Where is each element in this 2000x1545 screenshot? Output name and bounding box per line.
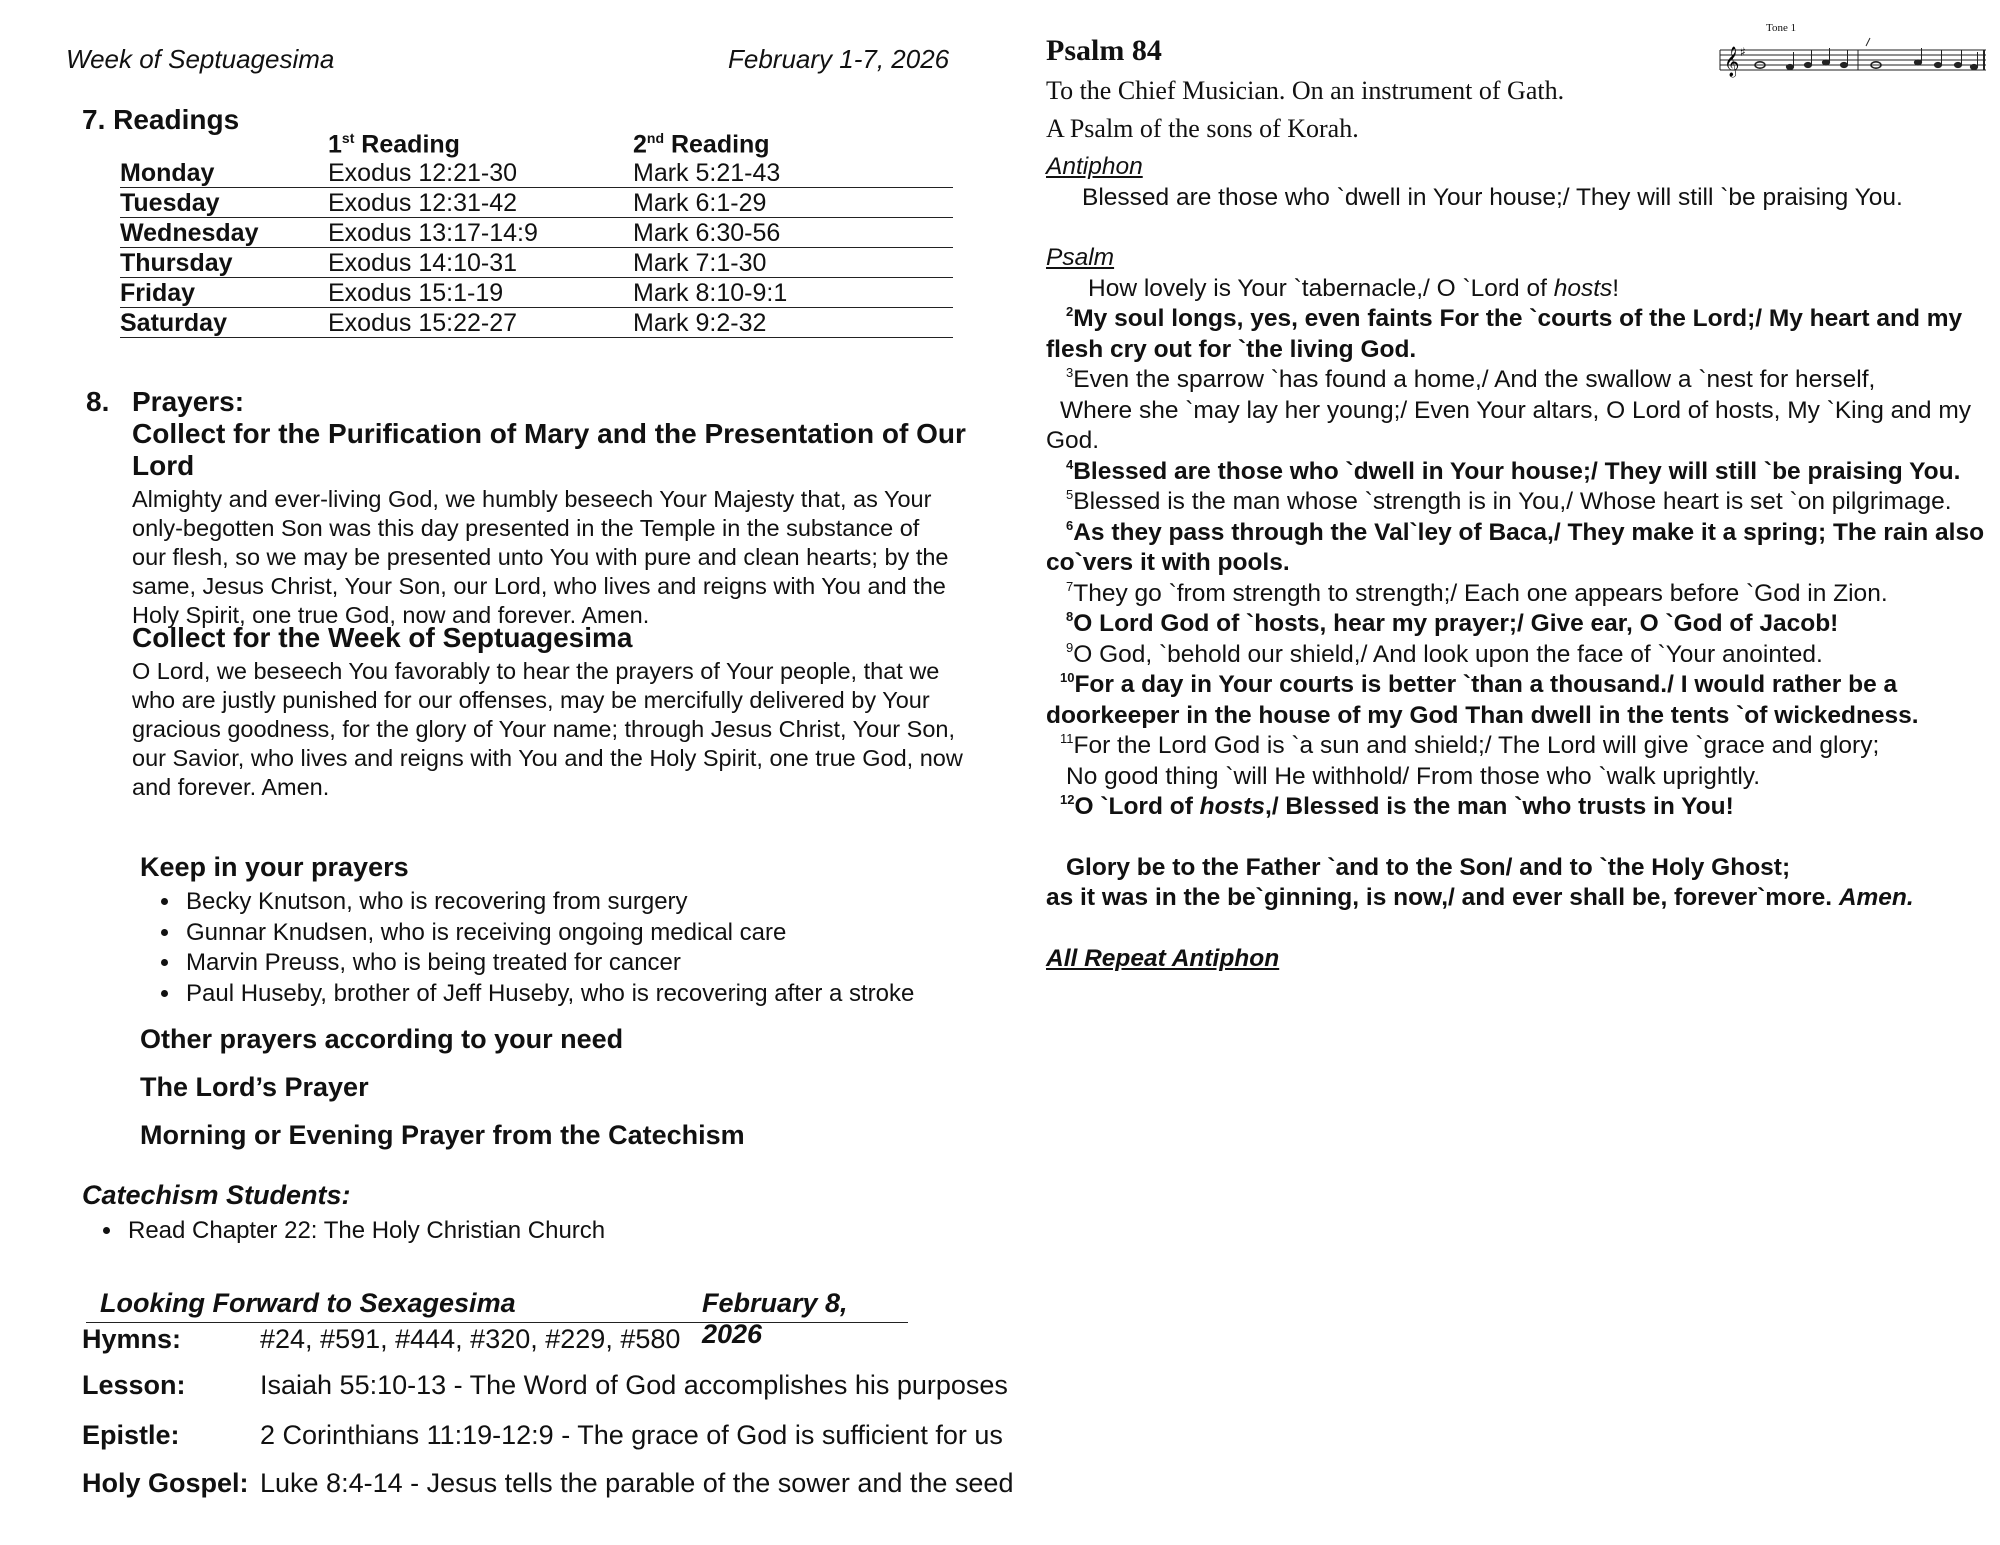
second-reading: Mark 7:1-30: [633, 248, 953, 278]
psalm-subtitle-1: To the Chief Musician. On an instrument of Gath.: [1046, 76, 1565, 105]
keep-in-prayers: [140, 852, 1000, 1009]
readings-title: 7. Readings: [82, 104, 240, 135]
verse-7: $^7$They go `from strength to strength;/ Each one appears before `God in Zion.: [1066, 578, 1888, 607]
catechism-list: [82, 1216, 605, 1247]
verse-10: $^{10}$For a day in Your courts is better `than a thousand./ I would rather be a doorkeeper in the house of my God Than dwell in the tents `of wickedness.: [1046, 670, 1919, 729]
gloria-line-2: as it was in the be`ginning, is now,/ and ever shall be, forever`more. Amen.: [1046, 884, 1914, 911]
collect-text: [132, 657, 972, 802]
verse-4: $^4$Blessed are those who `dwell in Your house;/ They will still `be praising You.: [1066, 456, 1961, 485]
second-reading: Mark 8:10-9:1: [633, 278, 953, 308]
day-name: Friday: [120, 278, 328, 308]
catechism-title: Catechism Students:: [82, 1180, 351, 1210]
antiphon-label: Antiphon: [1046, 153, 1143, 180]
forward-date: February 8, 2026: [702, 1288, 848, 1349]
morning-evening-prayer: Morning or Evening Prayer from the Catechism: [140, 1120, 745, 1150]
hymns-value: #24, #591, #444, #320, #229, #580: [260, 1324, 681, 1354]
collect-line: our Savior, who lives and reigns with You and the Holy Spirit, one true God, now: [132, 745, 963, 771]
first-reading: Exodus 14:10-31: [328, 248, 633, 278]
forward-title: Looking Forward to Sexagesima: [100, 1288, 516, 1318]
second-reading: Mark 5:21-43: [633, 158, 953, 188]
day-name: Wednesday: [120, 218, 328, 248]
lesson-label: Lesson:: [82, 1370, 186, 1400]
collect-title: Collect for the Purification of Mary and the Presentation of Our Lord: [132, 418, 966, 481]
list-item: • Gunnar Knudsen, who is receiving ongoing medical care: [182, 918, 1000, 949]
repeat-antiphon: All Repeat Antiphon: [1046, 944, 1280, 972]
verse-3: $^3$Even the sparrow `has found a home,/ And the swallow a `nest for herself,: [1066, 365, 1876, 393]
list-item: • Becky Knutson, who is recovering from surgery: [182, 887, 1000, 918]
collect-line: O Lord, we beseech You favorably to hear the prayers of Your people, that we: [132, 658, 940, 684]
psalm-label: Psalm: [1046, 244, 1115, 271]
tone-label: Tone 1: [1766, 22, 1797, 34]
hymns-label: Hymns:: [82, 1324, 182, 1354]
other-prayers: Other prayers according to your need: [140, 1024, 624, 1054]
gospel-value: Luke 8:4-14 - Jesus tells the parable of the sower and the seed: [260, 1468, 1014, 1498]
date-header: February 1-7, 2026: [728, 44, 950, 74]
collect-septuagesima: [132, 622, 972, 802]
table-row: [120, 158, 953, 188]
table-row: [120, 308, 953, 338]
verse-8: $^8$O Lord God of `hosts, hear my prayer;/ Give ear, O `God of Jacob!: [1066, 609, 1839, 637]
second-reading: Mark 9:2-32: [633, 308, 953, 338]
lords-prayer: The Lord’s Prayer: [140, 1072, 369, 1102]
svg-text:♯: ♯: [1740, 45, 1746, 59]
table-row: [120, 278, 953, 308]
epistle-label: Epistle:: [82, 1420, 180, 1450]
psalm-title: Psalm 84: [1046, 34, 1162, 67]
collect-line: same, Jesus Christ, Your Son, our Lord, who lives and reigns with You and the: [132, 573, 946, 599]
collect-line: gracious goodness, for the glory of Your name; through Jesus Christ, Your Son,: [132, 716, 956, 742]
collect-line: and forever. Amen.: [132, 774, 330, 800]
day-name: Saturday: [120, 308, 328, 338]
list-item: • Marvin Preuss, who is being treated for cancer: [182, 948, 1000, 979]
psalm-subtitle-2: A Psalm of the sons of Korah.: [1046, 114, 1359, 143]
staff-notation-icon: [1718, 36, 1988, 80]
day-name: Thursday: [120, 248, 328, 278]
lesson-row: [82, 1370, 1008, 1401]
antiphon-text: Blessed are those who `dwell in Your house;/ They will still `be praising You.: [1082, 183, 1903, 211]
verse-11-cont: No good thing `will He withhold/ From those who `walk uprightly.: [1066, 762, 1761, 790]
readings-header-row: [120, 124, 953, 158]
readings-table-wrap: [120, 124, 953, 338]
day-name: Monday: [120, 158, 328, 188]
verse-11: $^{11}$For the Lord God is `a sun and shield;/ The Lord will give `grace and glory;: [1060, 731, 1880, 759]
table-row: [120, 248, 953, 278]
first-reading-header: 1st Reading: [328, 130, 460, 159]
verse-2: $^2$My soul longs, yes, even faints For the `courts of the Lord;/ My heart and my flesh cry out for `the living God.: [1046, 304, 1963, 363]
epistle-row: [82, 1420, 1003, 1451]
collect-purification: [132, 418, 972, 630]
chant-tone: [1718, 22, 1988, 82]
verse-9: $^9$O God, `behold our shield,/ And look upon the face of `Your anointed.: [1066, 639, 1823, 668]
prayers-number: 8.: [86, 386, 110, 417]
keep-title: Keep in your prayers: [140, 852, 409, 882]
collect-line: Almighty and ever-living God, we humbly beseech Your Majesty that, as Your: [132, 486, 932, 512]
first-reading: Exodus 12:31-42: [328, 188, 633, 218]
day-name: Tuesday: [120, 188, 328, 218]
first-reading: Exodus 12:21-30: [328, 158, 633, 188]
collect-text: [132, 485, 972, 630]
readings-table: [120, 124, 953, 338]
first-reading: Exodus 15:22-27: [328, 308, 633, 338]
verse-6: $^6$As they pass through the Val`ley of Baca,/ They make it a spring; The rain also co`vers it with pools.: [1046, 517, 1985, 576]
second-reading-header: 2nd Reading: [633, 130, 770, 159]
week-header: Week of Septuagesima: [66, 44, 335, 74]
first-reading: Exodus 15:1-19: [328, 278, 633, 308]
verse-3-cont: Where she `may lay her young;/ Even Your altars, O Lord of hosts, My `King and my God.: [1046, 396, 1972, 454]
verse-1: How lovely is Your `tabernacle,/ O `Lord of hosts!: [1088, 274, 1620, 302]
verse-5: $^5$Blessed is the man whose `strength is in You,/ Whose heart is set `on pilgrimage.: [1066, 487, 1952, 515]
table-row: [120, 188, 953, 218]
gloria-line-1: Glory be to the Father `and to the Son/ and to `the Holy Ghost;: [1066, 853, 1791, 881]
hymns-row: [82, 1324, 680, 1355]
svg-text:𝄞: 𝄞: [1724, 47, 1740, 77]
lesson-value: Isaiah 55:10-13 - The Word of God accomplishes his purposes: [260, 1370, 1008, 1400]
psalm-body: [1046, 152, 1986, 974]
collect-line: who are justly punished for our offenses, may be mercifully delivered by Your: [132, 687, 930, 713]
first-reading: Exodus 13:17-14:9: [328, 218, 633, 248]
second-reading: Mark 6:30-56: [633, 218, 953, 248]
gospel-row: [82, 1468, 1013, 1499]
gospel-label: Holy Gospel:: [82, 1468, 249, 1498]
epistle-value: 2 Corinthians 11:19-12:9 - The grace of God is sufficient for us: [260, 1420, 1003, 1450]
list-item: • Paul Huseby, brother of Jeff Huseby, who is recovering after a stroke: [182, 979, 1000, 1010]
prayers-title: Prayers:: [132, 386, 245, 417]
collect-line: Holy Spirit, one true God, now and forever. Amen.: [132, 602, 650, 628]
collect-line: our flesh, so we may be presented unto You with pure and clean hearts; by the: [132, 544, 949, 570]
verse-12: $^{12}$O `Lord of hosts,/ Blessed is the man `who trusts in You!: [1060, 792, 1734, 820]
list-item: • Read Chapter 22: The Holy Christian Church: [124, 1216, 605, 1247]
collect-title: Collect for the Week of Septuagesima: [132, 622, 633, 653]
table-row: [120, 218, 953, 248]
prayer-list: [140, 887, 1000, 1009]
second-reading: Mark 6:1-29: [633, 188, 953, 218]
collect-line: only-begotten Son was this day presented in the Temple in the substance of: [132, 515, 920, 541]
